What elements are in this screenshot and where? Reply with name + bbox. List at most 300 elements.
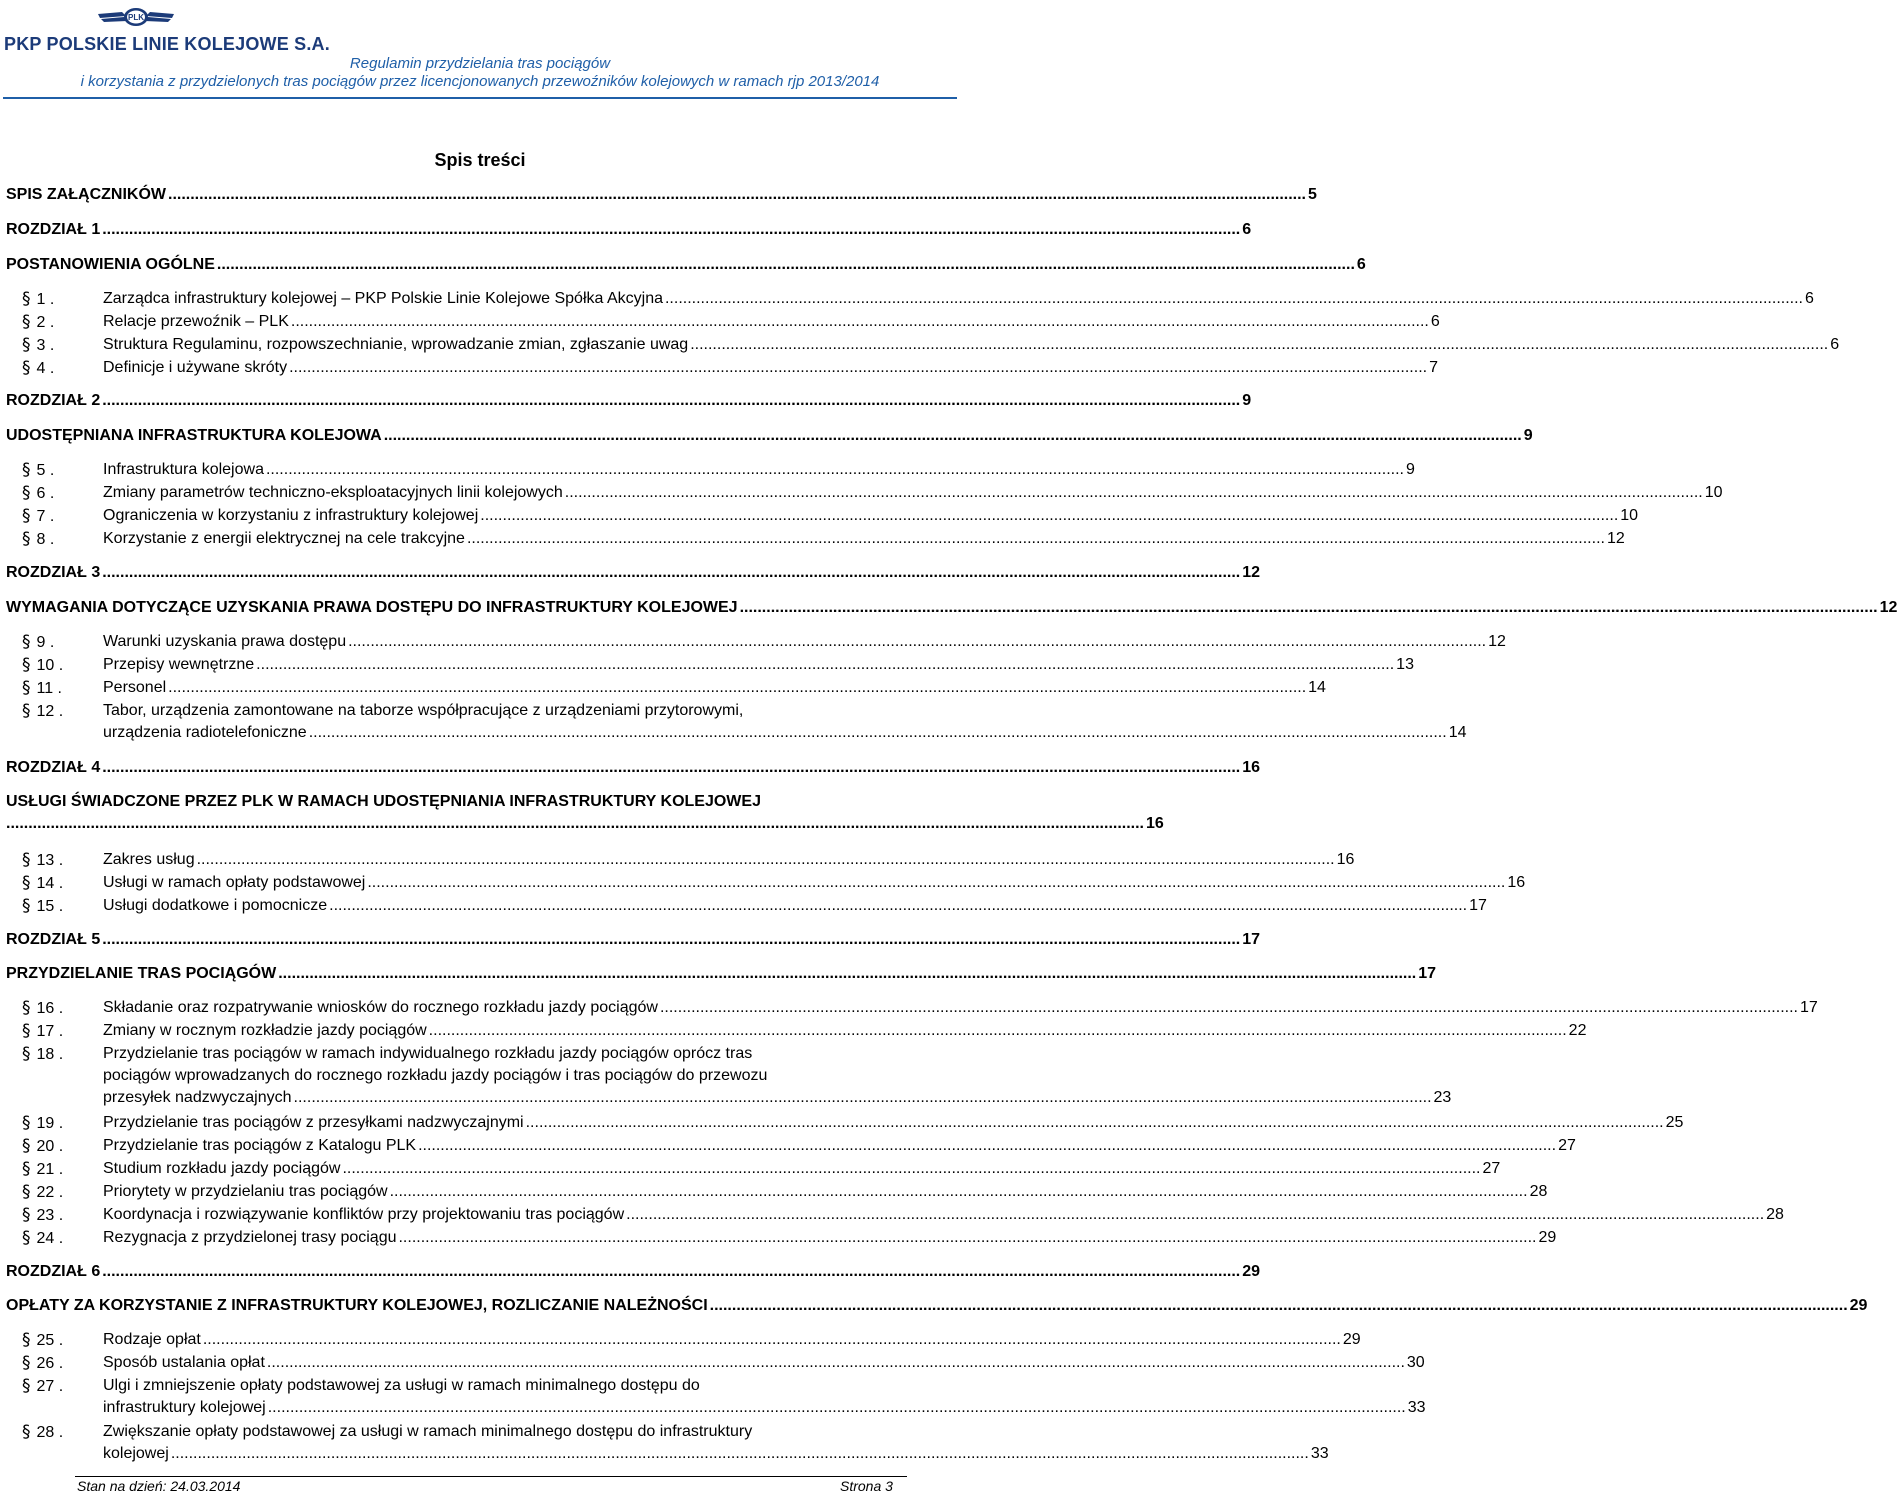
section-sign-icon: § [22,506,31,526]
dot-leader [526,1112,1664,1134]
toc-entry[interactable] [103,1375,1426,1419]
toc-entry-page: 6 [1242,221,1252,238]
toc-entry-number [22,1181,63,1204]
toc-entry-row [6,757,1261,779]
toc-entry[interactable] [103,311,1440,333]
toc-entry-page: 12 [1488,633,1506,650]
toc-entry[interactable] [103,357,1438,379]
toc-entry-number-text: 16 . [36,1000,64,1017]
section-sign-icon: § [22,483,31,503]
toc-entry-row [103,1352,1425,1374]
section-sign-icon: § [22,1205,31,1225]
toc-entry-number [22,700,63,723]
toc-entry-page: 17 [1469,897,1487,914]
toc-entry-page: 5 [1308,186,1317,203]
toc-entry[interactable] [103,459,1415,481]
toc-entry-text: kolejowej [103,1445,169,1462]
toc-entry-number [22,1352,63,1375]
dot-leader [740,597,1878,619]
toc-entry-text: Usługi w ramach opłaty podstawowej [103,874,366,891]
toc-entry-text: SPIS ZAŁĄCZNIKÓW [6,186,166,203]
toc-entry-number [22,357,54,380]
toc-entry-page: 27 [1482,1160,1501,1177]
toc-entry[interactable] [103,1112,1684,1134]
toc-entry-text: Studium rozkładu jazdy pociągów [103,1160,341,1177]
toc-entry[interactable] [6,219,1252,241]
toc-entry-row [103,528,1625,550]
toc-entry-page: 14 [1448,724,1467,741]
toc-entry-row [103,505,1639,527]
toc-entry-number-text: 18 . [36,1046,64,1063]
toc-entry-row [103,311,1440,333]
toc-entry-text-line: Przydzielanie tras pociągów w ramach indywidualnego rozkładu jazdy pociągów oprócz tras [103,1045,753,1062]
toc-entry-text: Rezygnacja z przydzielonej trasy pociągu [103,1229,397,1246]
toc-entry-text: WYMAGANIA DOTYCZĄCE UZYSKANIA PRAWA DOSTĘPU DO INFRASTRUKTURY KOLEJOWEJ [6,599,738,616]
section-sign-icon: § [22,312,31,332]
section-sign-icon: § [22,1044,31,1064]
dot-leader [384,425,1522,447]
dot-leader [278,963,1416,985]
toc-entry[interactable] [103,1043,1452,1109]
toc-entry[interactable] [103,1135,1576,1157]
section-sign-icon: § [22,701,31,721]
section-sign-icon: § [22,873,31,893]
section-sign-icon: § [22,1021,31,1041]
dot-leader [102,757,1240,779]
toc-entry-page: 23 [1433,1089,1452,1106]
toc-entry-row [6,597,1897,619]
plk-logo [4,6,330,54]
dot-leader [660,997,1798,1019]
section-sign-icon: § [22,289,31,309]
toc-entry-text: ROZDZIAŁ 4 [6,759,101,776]
dot-leader [217,254,1355,276]
toc-entry-row [103,1020,1587,1042]
toc-entry-text: ROZDZIAŁ 1 [6,221,101,238]
dot-leader [6,813,1144,835]
toc-entry[interactable] [103,849,1355,871]
toc-entry-text: Korzystanie z energii elektrycznej na cele trakcyjne [103,530,465,547]
toc-entry-page: 33 [1407,1399,1426,1416]
toc-entry[interactable] [6,562,1261,584]
toc-entry-row [6,219,1252,241]
header-divider [3,97,957,99]
toc-entry[interactable] [6,1295,1868,1317]
toc-entry[interactable] [6,390,1252,412]
toc-entry-number [22,528,54,551]
toc-entry-page: 12 [1242,564,1261,581]
dot-leader [267,1352,1405,1374]
toc-entry-row [6,813,1164,835]
toc-entry-number-text: 15 . [36,898,64,915]
toc-entry-number [22,1204,63,1227]
toc-entry[interactable] [103,895,1487,917]
toc-entry-text: urządzenia radiotelefoniczne [103,724,307,741]
toc-entry[interactable] [103,700,1467,744]
toc-entry-number-text: 6 . [36,485,55,502]
toc-entry-number [22,895,63,918]
dot-leader [291,311,1429,333]
toc-entry-row [103,1397,1426,1419]
toc-entry-text: Przydzielanie tras pociągów z Katalogu PLK [103,1137,417,1154]
toc-entry-page: 29 [1849,1297,1868,1314]
toc-entry[interactable] [103,631,1506,653]
toc-entry-number [22,459,54,482]
dot-leader [665,288,1803,310]
toc-entry[interactable] [103,528,1625,550]
toc-entry-number [22,1043,63,1066]
toc-entry-text-line: USŁUGI ŚWIADCZONE PRZEZ PLK W RAMACH UDOSTĘPNIANIA INFRASTRUKTURY KOLEJOWEJ [6,793,761,810]
toc-entry-number [22,1227,63,1250]
toc-entry-number-text: 3 . [36,337,55,354]
section-sign-icon: § [22,1422,31,1442]
section-sign-icon: § [22,1159,31,1179]
toc-entry-text-line: pociągów wprowadzanych do rocznego rozkładu jazdy pociągów i tras pociągów do przewozu [103,1067,768,1084]
toc-entry-text: Ograniczenia w korzystaniu z infrastruktury kolejowej [103,507,479,524]
dot-leader [690,334,1828,356]
toc-entry-row [103,872,1526,894]
toc-entry-number [22,1135,63,1158]
toc-entry-number-text: 8 . [36,531,55,548]
toc-entry-page: 33 [1310,1445,1329,1462]
dot-leader [102,1261,1240,1283]
toc-entry-number [22,482,54,505]
toc-entry-row [103,1329,1361,1351]
toc-entry-text: Zmiany parametrów techniczno-eksploatacyjnych linii kolejowych [103,484,563,501]
toc-entry-row [103,1087,1452,1109]
toc-entry-text: Warunki uzyskania prawa dostępu [103,633,347,650]
logo-badge-text: PLK [128,13,144,22]
toc-entry-text: PRZYDZIELANIE TRAS POCIĄGÓW [6,965,277,982]
toc-entry-page: 16 [1336,851,1355,868]
toc-entry[interactable] [103,505,1639,527]
toc-entry-text: infrastruktury kolejowej [103,1399,266,1416]
page-header [0,0,960,100]
toc-entry-page: 6 [1430,313,1440,330]
toc-entry-page: 17 [1242,931,1261,948]
dot-leader [329,895,1467,917]
toc-entry[interactable] [6,791,1164,835]
toc-entry-row [103,1135,1576,1157]
toc-entry[interactable] [103,1020,1587,1042]
toc-entry-number-text: 24 . [36,1230,64,1247]
toc-entry-number-text: 2 . [36,314,55,331]
toc-entry-text: Relacje przewoźnik – PLK [103,313,289,330]
toc-entry-row [103,677,1326,699]
toc-entry-text: Koordynacja i rozwiązywanie konfliktów przy projektowaniu tras pociągów [103,1206,625,1223]
toc-entry-number-text: 17 . [36,1023,64,1040]
toc-entry-row [6,390,1252,412]
toc-entry-row [6,562,1261,584]
toc-entry-page: 9 [1405,461,1415,478]
toc-entry-page: 22 [1568,1022,1587,1039]
dot-leader [342,1158,1480,1180]
dot-leader [367,872,1505,894]
dot-leader [266,459,1404,481]
dot-leader [256,654,1394,676]
toc-entry-row [103,1443,1329,1465]
toc-entry-row [103,288,1814,310]
toc-entry-number [22,1375,63,1398]
toc-entry-row [103,482,1723,504]
dot-leader [429,1020,1567,1042]
toc-entry-number [22,1158,63,1181]
toc-entry-number-text: 13 . [36,852,64,869]
footer-date: Stan na dzień: 24.03.2014 [77,1478,241,1494]
winged-emblem-icon [96,6,176,34]
toc-entry-row [103,1112,1684,1134]
toc-entry-page: 16 [1146,815,1164,832]
toc-entry-number-text: 25 . [36,1332,64,1349]
toc-entry-number-text: 1 . [36,291,55,308]
toc-entry-number [22,997,63,1020]
toc-entry[interactable] [103,288,1814,310]
toc-entry-text: ROZDZIAŁ 3 [6,564,101,581]
section-sign-icon: § [22,460,31,480]
toc-entry[interactable] [103,677,1326,699]
toc-entry-number-text: 23 . [36,1207,64,1224]
toc-entry[interactable] [103,1181,1548,1203]
toc-entry[interactable] [6,757,1261,779]
toc-entry-number-text: 5 . [36,462,55,479]
dot-leader [102,562,1240,584]
toc-entry-text-line: Zwiększanie opłaty podstawowej za usługi w ramach minimalnego dostępu do infrastruktury [103,1423,753,1440]
toc-entry[interactable] [6,963,1437,985]
toc-entry-text: ROZDZIAŁ 5 [6,931,101,948]
footer-divider [75,1476,907,1477]
section-sign-icon: § [22,1136,31,1156]
toc-entry[interactable] [103,1204,1784,1226]
toc-entry[interactable] [103,482,1723,504]
toc-entry-number-text: 10 . [36,657,64,674]
toc-entry-text: Przepisy wewnętrzne [103,656,255,673]
toc-entry-row [6,1295,1868,1317]
toc-entry-page: 27 [1558,1137,1576,1154]
toc-title: Spis treści [434,150,526,170]
toc-entry-number [22,505,54,528]
dot-leader [171,1443,1309,1465]
section-sign-icon: § [22,1182,31,1202]
toc-entry[interactable] [6,254,1366,276]
section-sign-icon: § [22,678,31,698]
toc-entry-page: 12 [1879,599,1897,616]
toc-entry-page: 28 [1529,1183,1548,1200]
toc-entry-number-text: 12 . [36,703,64,720]
toc-entry-number-text: 22 . [36,1184,64,1201]
toc-entry-number-text: 14 . [36,875,64,892]
dot-leader [203,1329,1341,1351]
toc-entry-row [6,425,1533,447]
toc-entry-number-text: 19 . [36,1115,64,1132]
toc-entry-page: 12 [1606,530,1625,547]
logo-text: PKP POLSKIE LINIE KOLEJOWE S.A. [4,34,330,54]
toc-entry-number-text: 9 . [36,634,55,651]
section-sign-icon: § [22,1376,31,1396]
toc-entry-text: Rodzaje opłat [103,1331,201,1348]
dot-leader [289,357,1427,379]
toc-entry-row [103,849,1355,871]
header-title-line1: Regulamin przydzielania tras pociągów [349,55,611,72]
toc-entry-number-text: 27 . [36,1378,64,1395]
toc-entry-text: ROZDZIAŁ 6 [6,1263,101,1280]
toc-entry-number [22,334,54,357]
toc-entry-text: Infrastruktura kolejowa [103,461,264,478]
toc-entry[interactable] [6,929,1261,951]
toc-entry-number-text: 26 . [36,1355,64,1372]
toc-entry-text: Zakres usług [103,851,195,868]
dot-leader [102,219,1240,241]
toc-entry-page: 13 [1396,656,1414,673]
toc-entry-row [6,929,1261,951]
toc-entry[interactable] [103,1158,1501,1180]
toc-entry-page: 10 [1704,484,1723,501]
toc-entry[interactable] [103,872,1526,894]
section-sign-icon: § [22,632,31,652]
dot-leader [710,1295,1848,1317]
toc-entry-text: Zarządca infrastruktury kolejowej – PKP Polskie Linie Kolejowe Spółka Akcyjna [103,290,663,307]
toc-entry-row [6,184,1317,206]
section-sign-icon: § [22,358,31,378]
toc-entry[interactable] [103,1421,1329,1465]
section-sign-icon: § [22,1113,31,1133]
toc-entry-row [103,1227,1557,1249]
toc-entry-row [103,1181,1548,1203]
toc-entry-text: UDOSTĘPNIANA INFRASTRUKTURA KOLEJOWA [6,427,382,444]
toc-entry-number-text: 28 . [36,1424,64,1441]
dot-leader [168,184,1306,206]
toc-entry-text: Sposób ustalania opłat [103,1354,265,1371]
section-sign-icon: § [22,998,31,1018]
toc-entry-number [22,677,62,700]
dot-leader [348,631,1486,653]
toc-entry[interactable] [103,1352,1425,1374]
dot-leader [480,505,1618,527]
toc-entry-row [103,1204,1784,1226]
toc-entry-row [6,1261,1261,1283]
toc-entry-row [103,631,1506,653]
toc-entry-text-line: Tabor, urządzenia zamontowane na taborze współpracujące z urządzeniami przytorowymi, [103,702,744,719]
header-title-line2: i korzystania z przydzielonych tras pociągów przez licencjonowanych przewoźników kolejowych w ramach rjp 2013/2014 [80,73,880,90]
toc-entry-page: 6 [1804,290,1814,307]
toc-entry[interactable] [103,654,1414,676]
toc-entry-text: POSTANOWIENIA OGÓLNE [6,256,215,273]
toc-entry-number [22,1112,63,1135]
toc-entry-row [103,997,1818,1019]
toc-entry-row [103,334,1840,356]
toc-entry-row [103,654,1414,676]
toc-entry-text: Struktura Regulaminu, rozpowszechnianie, wprowadzanie zmian, zgłaszanie uwag [103,336,689,353]
toc-entry-number [22,1020,63,1043]
dot-leader [168,677,1306,699]
toc-entry[interactable] [103,1329,1361,1351]
toc-entry[interactable] [6,1261,1261,1283]
toc-entry-number [22,311,54,334]
dot-leader [626,1204,1764,1226]
toc-entry[interactable] [6,425,1533,447]
toc-entry-page: 28 [1766,1206,1784,1223]
toc-entry-page: 17 [1418,965,1437,982]
toc-entry-page: 10 [1620,507,1639,524]
toc-entry-page: 25 [1665,1114,1684,1131]
toc-entry-page: 29 [1342,1331,1361,1348]
toc-entry-page: 16 [1507,874,1526,891]
toc-entry-text: Definicje i używane skróty [103,359,288,376]
toc-entry-page: 29 [1538,1229,1557,1246]
toc-entry-page: 16 [1242,759,1261,776]
section-sign-icon: § [22,1228,31,1248]
section-sign-icon: § [22,1330,31,1350]
toc-entry-text: Przydzielanie tras pociągów z przesyłkami nadzwyczajnymi [103,1114,524,1131]
toc-entry-row [103,722,1467,744]
toc-entry-number [22,631,54,654]
dot-leader [467,528,1605,550]
toc-entry[interactable] [6,597,1897,619]
toc-entry-text: przesyłek nadzwyczajnych [103,1089,292,1106]
dot-leader [197,849,1335,871]
toc-entry-page: 6 [1356,256,1366,273]
toc-entry[interactable] [6,184,1317,206]
toc-entry-text: Personel [103,679,167,696]
toc-entry-number [22,1329,63,1352]
dot-leader [418,1135,1556,1157]
toc-entry-text: Priorytety w przydzielaniu tras pociągów [103,1183,388,1200]
dot-leader [309,722,1447,744]
section-sign-icon: § [22,896,31,916]
toc-entry-text: ROZDZIAŁ 2 [6,392,101,409]
toc-entry-text: OPŁATY ZA KORZYSTANIE Z INFRASTRUKTURY KOLEJOWEJ, ROZLICZANIE NALEŻNOŚCI [6,1297,708,1314]
toc-entry[interactable] [103,334,1840,356]
toc-entry-row [6,254,1366,276]
toc-entry[interactable] [103,1227,1557,1249]
footer-page-number: Strona 3 [840,1478,893,1494]
toc-entry-number-text: 7 . [36,508,55,525]
toc-entry-page: 6 [1830,336,1840,353]
toc-entry-page: 9 [1242,392,1252,409]
toc-entry-number [22,654,63,677]
toc-entry-row [103,357,1438,379]
toc-entry-row [103,459,1415,481]
dot-leader [398,1227,1536,1249]
toc-entry-number-text: 21 . [36,1161,64,1178]
toc-entry-text: Zmiany w rocznym rozkładzie jazdy pociągów [103,1022,427,1039]
toc-entry-number-text: 20 . [36,1138,64,1155]
dot-leader [390,1181,1528,1203]
toc-entry-row [103,1158,1501,1180]
toc-entry-row [6,963,1437,985]
toc-entry-page: 30 [1406,1354,1425,1371]
dot-leader [102,929,1240,951]
section-sign-icon: § [22,850,31,870]
toc-entry-page: 9 [1523,427,1533,444]
dot-leader [294,1087,1432,1109]
toc-entry-number [22,849,63,872]
toc-entry-page: 29 [1242,1263,1261,1280]
toc-entry-number-text: 4 . [36,360,55,377]
dot-leader [268,1397,1406,1419]
section-sign-icon: § [22,655,31,675]
section-sign-icon: § [22,1353,31,1373]
toc-entry-text: Usługi dodatkowe i pomocnicze [103,897,328,914]
toc-entry-number-text: 11 . [36,680,62,697]
toc-entry-page: 14 [1308,679,1326,696]
toc-entry-number [22,1421,63,1444]
section-sign-icon: § [22,529,31,549]
toc-entry-number [22,288,54,311]
toc-entry-row [103,895,1487,917]
toc-entry-text-line: Ulgi i zmniejszenie opłaty podstawowej za usługi w ramach minimalnego dostępu do [103,1377,700,1394]
toc-entry[interactable] [103,997,1818,1019]
toc-entry-page: 7 [1429,359,1438,376]
